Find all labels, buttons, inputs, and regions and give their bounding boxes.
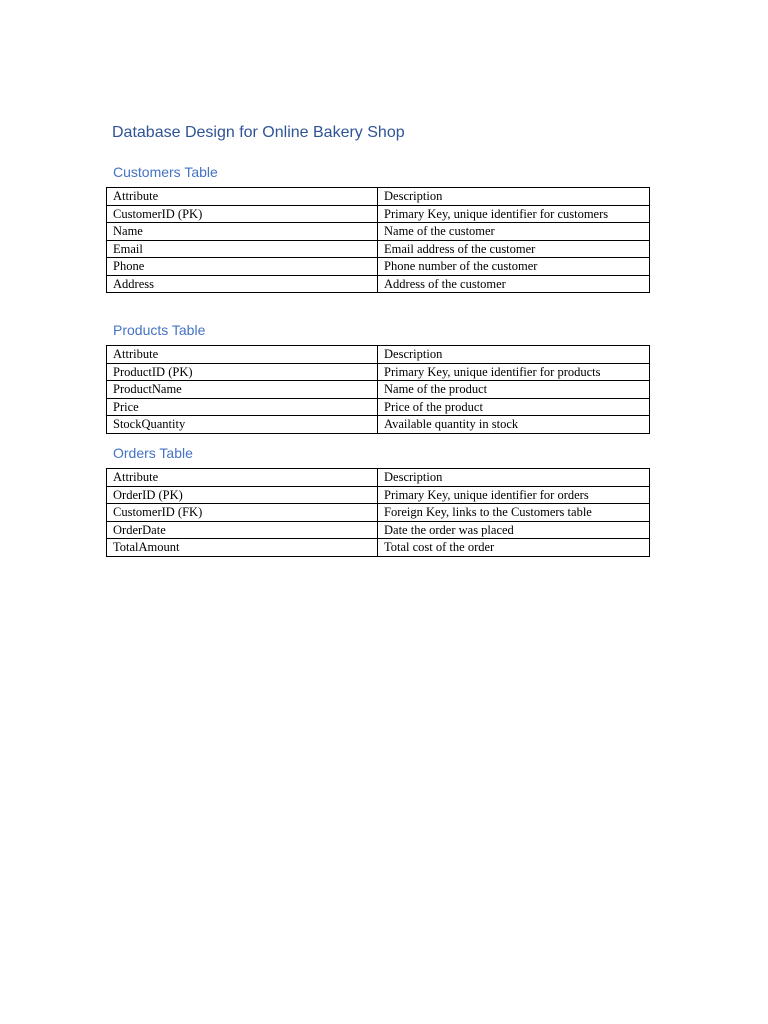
- table-header-row: [107, 346, 650, 364]
- attribute-cell: TotalAmount: [107, 539, 378, 557]
- products-table-section: [106, 321, 649, 434]
- description-cell: Foreign Key, links to the Customers table: [378, 504, 650, 522]
- table-row: [107, 223, 650, 241]
- customers-table: [106, 187, 650, 293]
- customers-table-section: [106, 163, 649, 293]
- table-row: [107, 381, 650, 399]
- attribute-cell: ProductID (PK): [107, 363, 378, 381]
- table-row: [107, 258, 650, 276]
- attribute-cell: Name: [107, 223, 378, 241]
- description-cell: Address of the customer: [378, 275, 650, 293]
- attribute-cell: Phone: [107, 258, 378, 276]
- attribute-cell: CustomerID (PK): [107, 205, 378, 223]
- attribute-cell: CustomerID (FK): [107, 504, 378, 522]
- table-row: [107, 521, 650, 539]
- table-row: [107, 504, 650, 522]
- table-row: [107, 205, 650, 223]
- attribute-cell: OrderDate: [107, 521, 378, 539]
- table-header-row: [107, 188, 650, 206]
- table-header-row: [107, 469, 650, 487]
- description-cell: Total cost of the order: [378, 539, 650, 557]
- description-cell: Name of the customer: [378, 223, 650, 241]
- header-cell-attribute: Attribute: [107, 346, 378, 364]
- attribute-cell: Price: [107, 398, 378, 416]
- products-table: [106, 345, 650, 434]
- orders-table-heading: Orders Table: [113, 445, 193, 461]
- description-cell: Primary Key, unique identifier for products: [378, 363, 650, 381]
- table-row: [107, 363, 650, 381]
- header-cell-description: Description: [378, 346, 650, 364]
- table-row: [107, 539, 650, 557]
- orders-table: [106, 468, 650, 557]
- description-cell: Phone number of the customer: [378, 258, 650, 276]
- description-cell: Date the order was placed: [378, 521, 650, 539]
- header-cell-description: Description: [378, 188, 650, 206]
- attribute-cell: Address: [107, 275, 378, 293]
- table-row: [107, 416, 650, 434]
- document-title: Database Design for Online Bakery Shop: [112, 124, 405, 141]
- attribute-cell: OrderID (PK): [107, 486, 378, 504]
- header-cell-description: Description: [378, 469, 650, 487]
- products-table-heading: Products Table: [113, 322, 206, 338]
- description-cell: Primary Key, unique identifier for customers: [378, 205, 650, 223]
- description-cell: Available quantity in stock: [378, 416, 650, 434]
- attribute-cell: ProductName: [107, 381, 378, 399]
- customers-table-heading: Customers Table: [113, 164, 218, 180]
- header-cell-attribute: Attribute: [107, 469, 378, 487]
- attribute-cell: Email: [107, 240, 378, 258]
- description-cell: Primary Key, unique identifier for orders: [378, 486, 650, 504]
- description-cell: Price of the product: [378, 398, 650, 416]
- table-row: [107, 275, 650, 293]
- table-row: [107, 240, 650, 258]
- header-cell-attribute: Attribute: [107, 188, 378, 206]
- description-cell: Email address of the customer: [378, 240, 650, 258]
- orders-table-section: [106, 444, 649, 557]
- attribute-cell: StockQuantity: [107, 416, 378, 434]
- table-row: [107, 398, 650, 416]
- description-cell: Name of the product: [378, 381, 650, 399]
- table-row: [107, 486, 650, 504]
